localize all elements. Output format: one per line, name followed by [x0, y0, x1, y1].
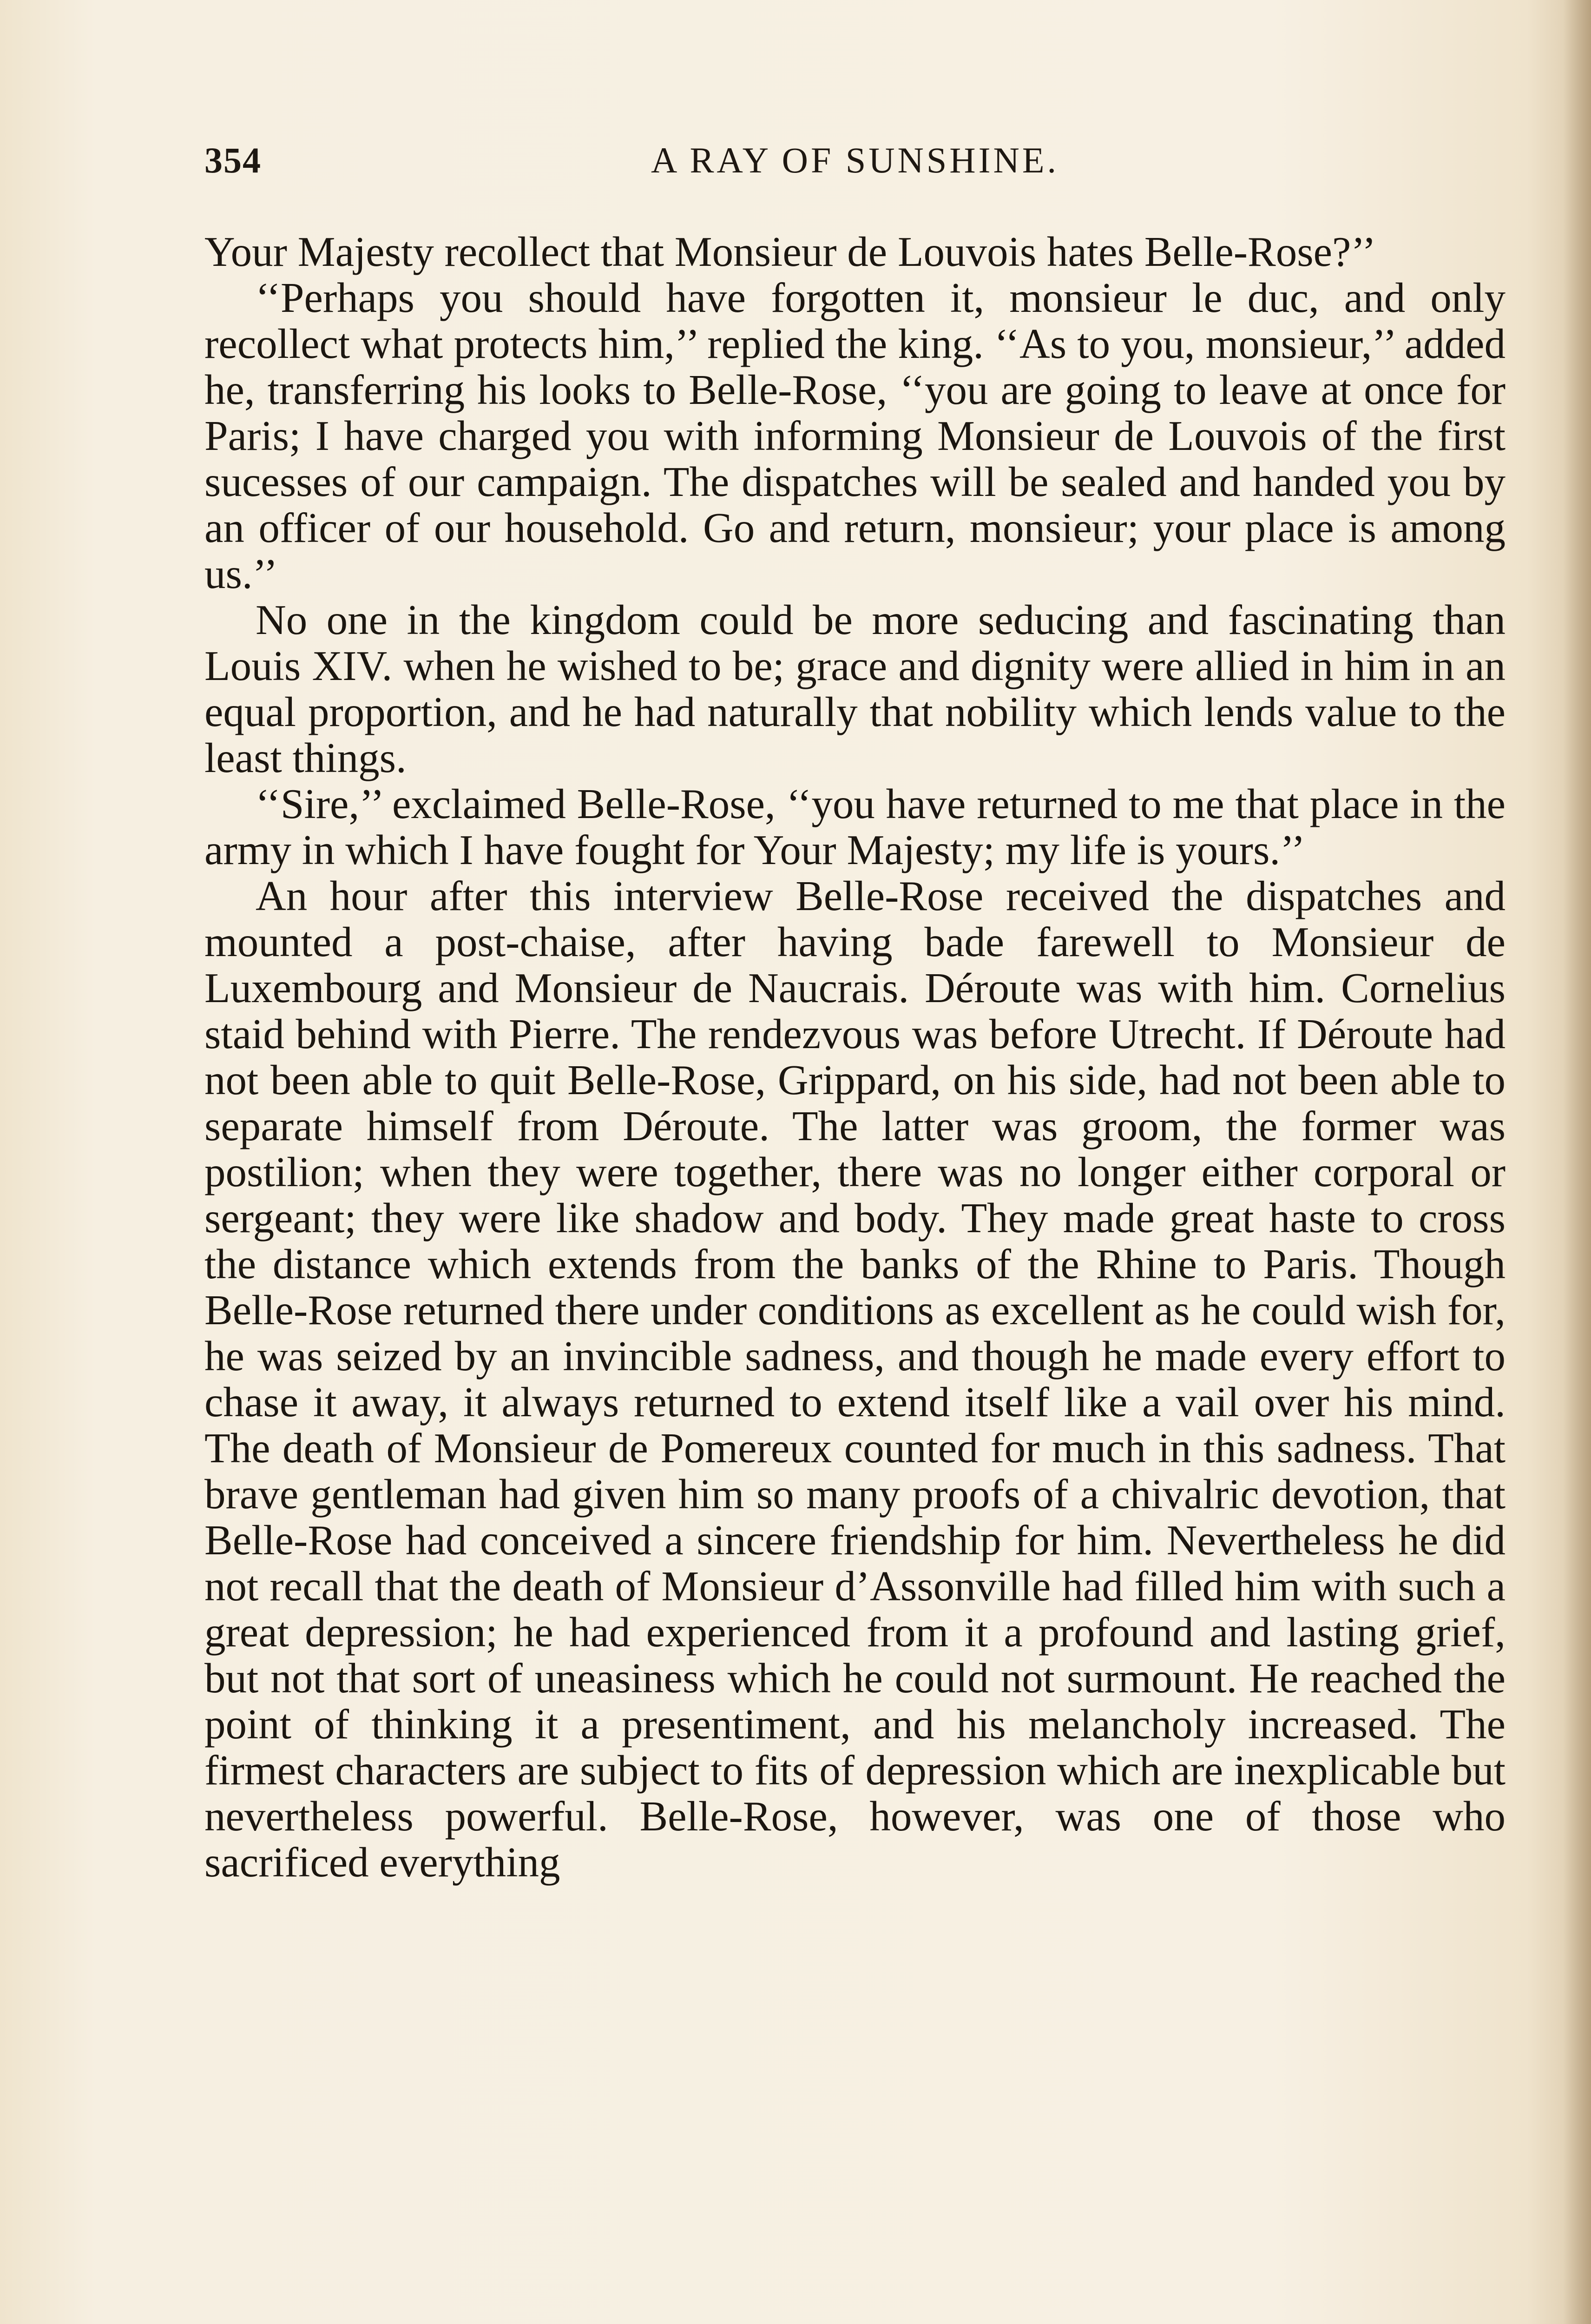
paragraph: ‘‘Sire,’’ exclaimed Belle-Rose, ‘‘you have returned to me that place in the army in which I have fought for Your Majesty; my life is yours.’’	[204, 780, 1506, 873]
paragraph: ‘‘Perhaps you should have forgotten it, monsieur le duc, and only recollect what protects him,’’ replied the king. ‘‘As to you, monsieur,’’ added he, transferring his looks to Belle-Rose, ‘‘you are going to leave at once for Paris; I have charged you with informing Monsieur de Louvois of the first sucesses of our campaign. The dispatches will be sealed and handed you by an officer of our household. Go and return, monsieur; your place is among us.’’	[204, 274, 1506, 597]
paragraph: An hour after this interview Belle-Rose received the dispatches and mounted a post-chaise, after having bade farewell to Monsieur de Luxembourg and Monsieur de Naucrais. Déroute was with him. Cornelius staid behind with Pierre. The rendezvous was before Utrecht. If Déroute had not been able to quit Belle-Rose, Grippard, on his side, had not been able to separate himself from Déroute. The latter was groom, the former was postilion; when they were together, there was no longer either corporal or sergeant; they were like shadow and body. They made great haste to cross the distance which extends from the banks of the Rhine to Paris. Though Belle-Rose returned there under conditions as excellent as he could wish for, he was seized by an invincible sadness, and though he made every effort to chase it away, it always returned to extend itself like a vail over his mind. The death of Monsieur de Pomereux counted for much in this sadness. That brave gentleman had given him so many proofs of a chivalric devotion, that Belle-Rose had conceived a sincere friendship for him. Nevertheless he did not recall that the death of Monsieur d’Assonville had filled him with such a great depression; he had experienced from it a profound and lasting grief, but not that sort of uneasiness which he could not surmount. He reached the point of thinking it a presentiment, and his melancholy increased. The firmest characters are subject to fits of depression which are inexplicable but nevertheless powerful. Belle-Rose, however, was one of those who sacrificed everything	[204, 872, 1506, 1886]
paragraph-continued: Your Majesty recollect that Monsieur de Louvois hates Belle-Rose?’’	[204, 228, 1376, 275]
paragraph: No one in the kingdom could be more seducing and fascinating than Louis XIV. when he wished to be; grace and dignity were allied in him in an equal proportion, and he had naturally that nobility which lends value to the least things.	[204, 596, 1506, 781]
page-header	[204, 139, 1506, 195]
page-number: 354	[204, 140, 262, 180]
body-text	[204, 229, 1506, 1885]
running-title: A RAY OF SUNSHINE.	[651, 140, 1059, 180]
